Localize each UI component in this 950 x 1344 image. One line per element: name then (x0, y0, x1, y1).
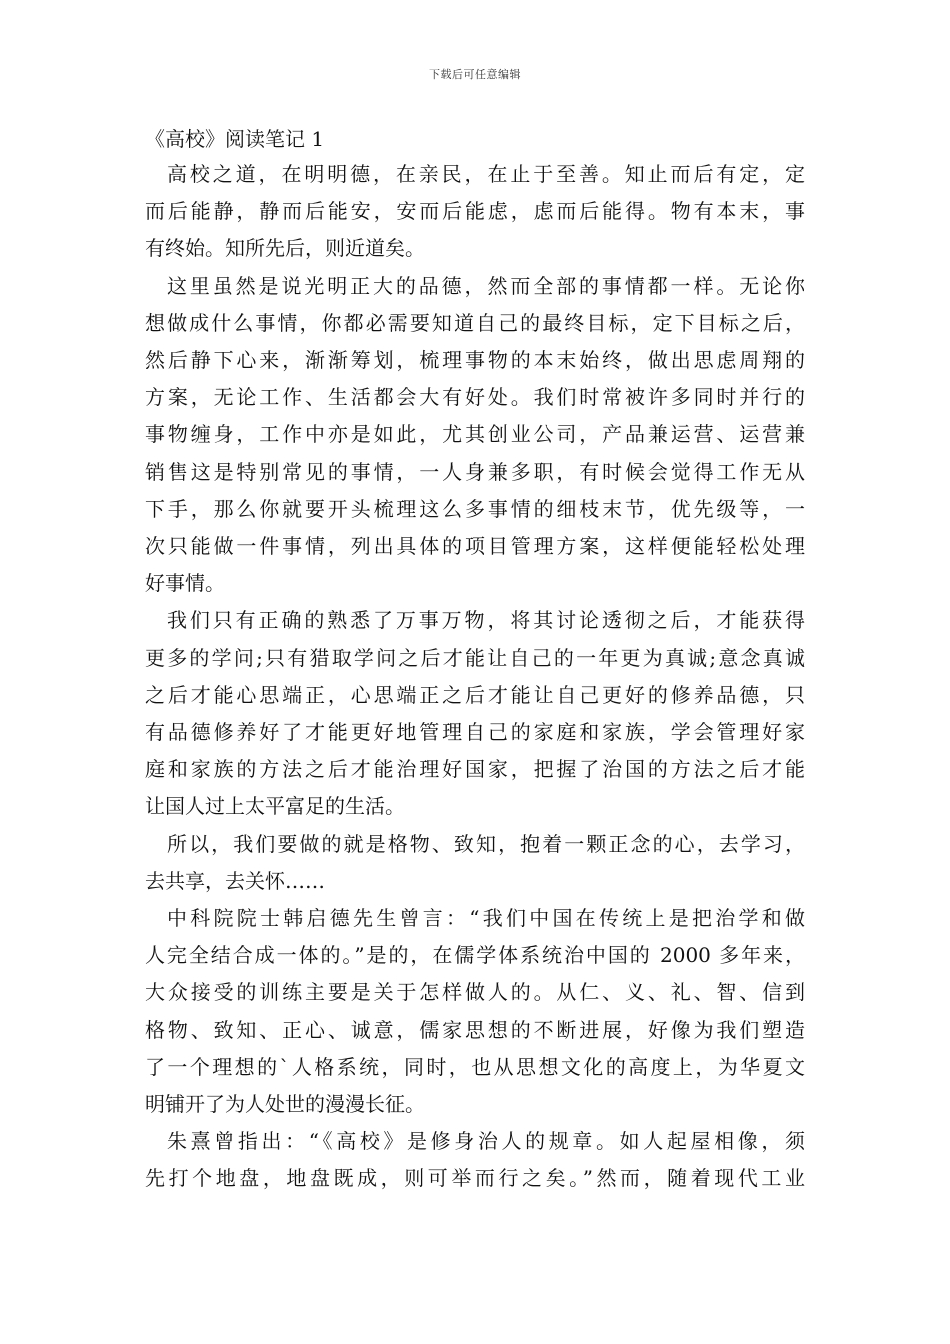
paragraph (145, 826, 805, 900)
paragraph-line: 让国人过上太平富足的生活。 (145, 794, 405, 819)
paragraph-line: 有终始。知所先后，则近道矣。 (145, 236, 425, 261)
paragraph-line: 然后静下心来，渐渐筹划，梳理事物的本末始终，做出思虑周翔的 (145, 348, 805, 373)
paragraph-line: 而后能静，静而后能安，安而后能虑，虑而后能得。物有本末，事 (145, 199, 805, 224)
paragraph-list (145, 156, 805, 1198)
paragraph-line: 有品德修养好了才能更好地管理自己的家庭和家族，学会管理好家 (145, 720, 805, 745)
paragraph-line: 中科院院士韩启德先生曾言：“我们中国在传统上是把治学和做 (167, 906, 805, 931)
page-header: 下载后可任意编辑 (429, 68, 521, 81)
paragraph (145, 268, 805, 603)
paragraph-line: 所以，我们要做的就是格物、致知，抱着一颗正念的心，去学习， (167, 831, 805, 856)
document-title: 《高校》阅读笔记 1 (145, 127, 325, 151)
paragraph-line: 先打个地盘，地盘既成，则可举而行之矣。”然而，随着现代工业 (145, 1166, 805, 1191)
paragraph-line: 格物、致知、正心、诚意，儒家思想的不断进展，好像为我们塑造 (145, 1017, 805, 1042)
paragraph-line: 高校之道，在明明德，在亲民，在止于至善。知止而后有定，定 (167, 162, 805, 186)
paragraph-line: 事物缠身，工作中亦是如此，尤其创业公司，产品兼运营、运营兼 (145, 422, 805, 447)
paragraph-line: 明铺开了为人处世的漫漫长征。 (145, 1092, 425, 1117)
paragraph-line: 销售这是特别常见的事情，一人身兼多职，有时候会觉得工作无从 (145, 459, 805, 484)
document-body (145, 122, 805, 1198)
paragraph-line: 人完全结合成一体的。”是的，在儒学体系统治中国的 2000 多年来， (145, 943, 805, 968)
paragraph-line: 去共享，去关怀…… (145, 868, 325, 893)
paragraph-line: 更多的学问;只有猎取学问之后才能让自己的一年更为真诚;意念真诚 (145, 645, 805, 670)
paragraph-line: 次只能做一件事情，列出具体的项目管理方案，这样便能轻松处理 (145, 534, 805, 559)
paragraph (145, 900, 805, 1123)
paragraph-line: 这里虽然是说光明正大的品德，然而全部的事情都一样。无论你 (167, 273, 805, 298)
paragraph (145, 602, 805, 825)
paragraph (145, 1123, 805, 1197)
paragraph-line: 庭和家族的方法之后才能治理好国家，把握了治国的方法之后才能 (145, 757, 805, 782)
paragraph-line: 想做成什么事情，你都必需要知道自己的最终目标，定下目标之后， (145, 310, 805, 335)
paragraph-line: 大众接受的训练主要是关于怎样做人的。从仁、义、礼、智、信到 (145, 980, 805, 1005)
paragraph-line: 朱熹曾指出：“《高校》是修身治人的规章。如人起屋相像，须 (167, 1129, 805, 1154)
paragraph-line: 下手，那么你就要开头梳理这么多事情的细枝末节，优先级等，一 (145, 496, 805, 521)
paragraph-line: 了一个理想的`人格系统，同时，也从思想文化的高度上，为华夏文 (145, 1054, 805, 1079)
paragraph-line: 我们只有正确的熟悉了万事万物，将其讨论透彻之后，才能获得 (167, 608, 805, 633)
paragraph-line: 方案，无论工作、生活都会大有好处。我们时常被许多同时并行的 (145, 385, 805, 410)
paragraph-line: 好事情。 (145, 571, 225, 596)
paragraph (145, 156, 805, 268)
paragraph-line: 之后才能心思端正，心思端正之后才能让自己更好的修养品德，只 (145, 682, 805, 707)
